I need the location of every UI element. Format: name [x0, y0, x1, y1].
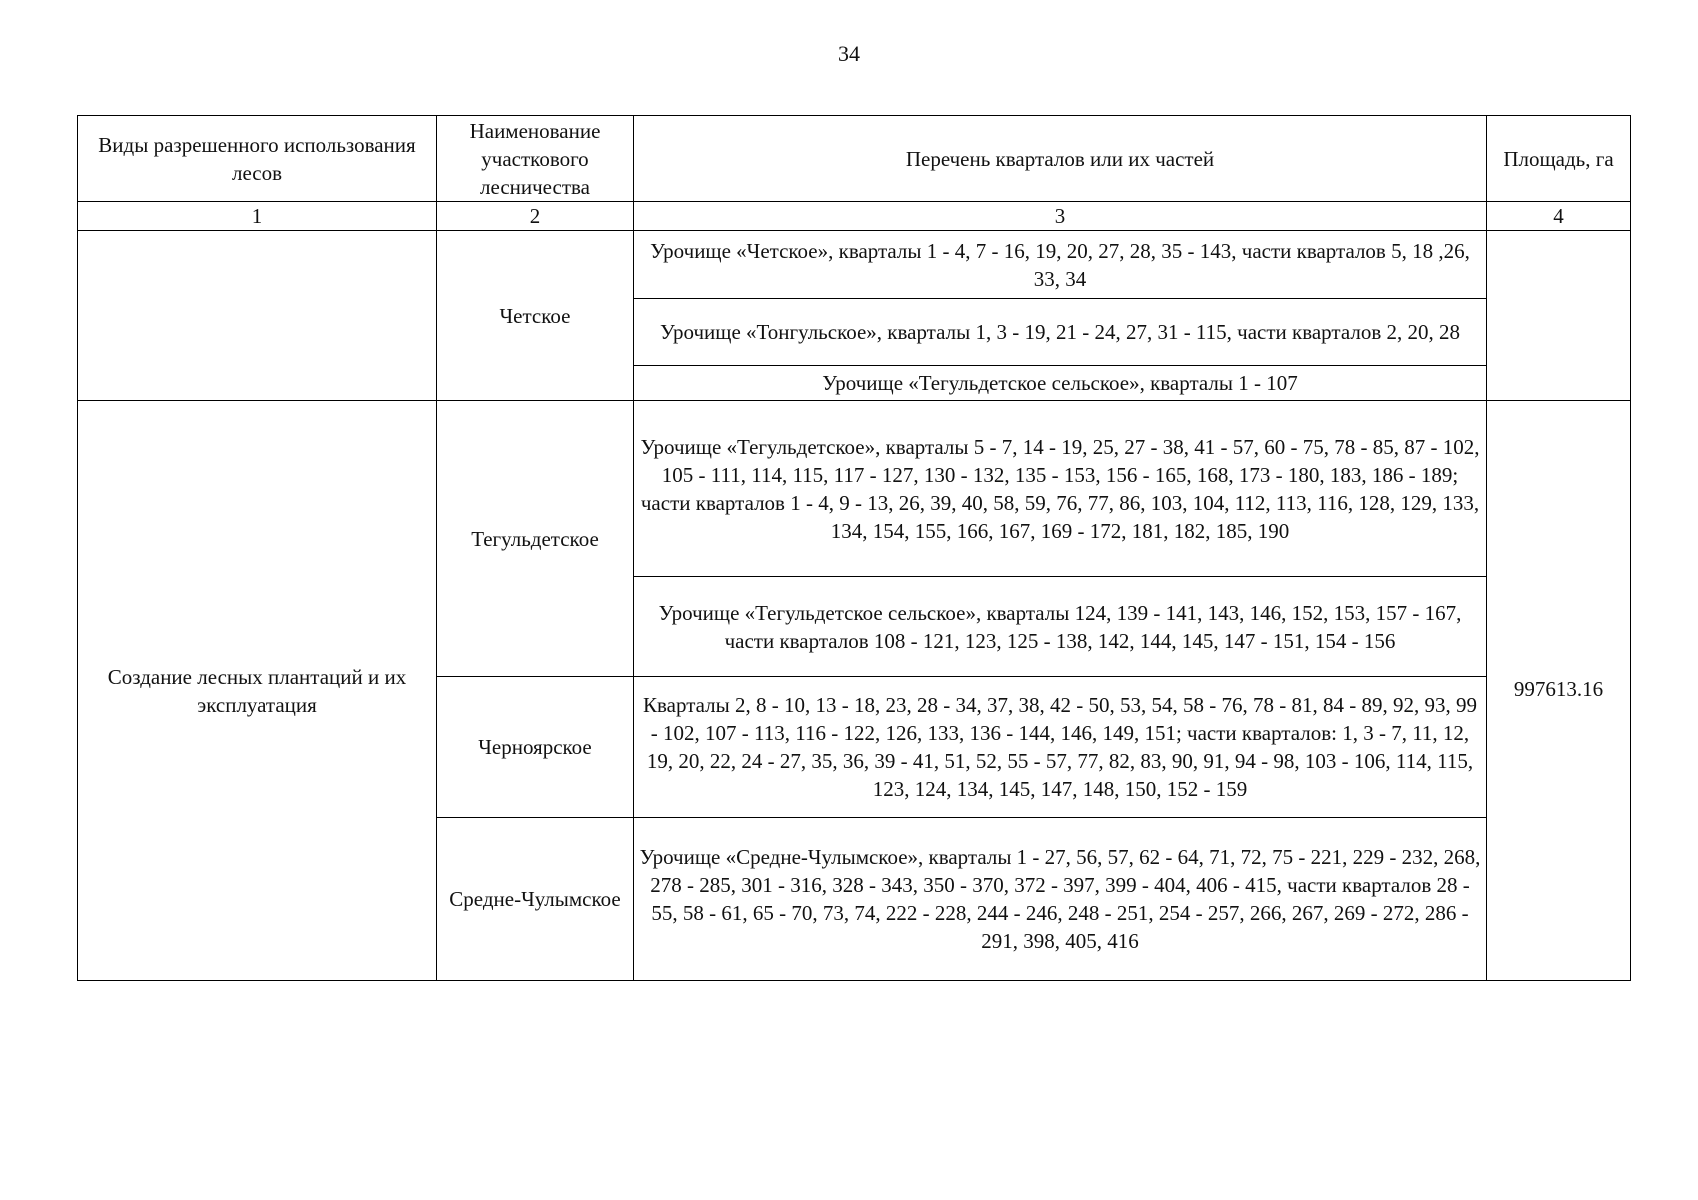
quarters-cell: Урочище «Тегульдетское сельское», кварталы 1 - 107 — [634, 366, 1487, 401]
column-header-area: Площадь, га — [1487, 116, 1631, 202]
page-number: 34 — [838, 41, 860, 66]
forest-use-table — [77, 115, 1631, 981]
forestry-name-cell: Четское — [437, 231, 634, 401]
column-number: 3 — [634, 202, 1487, 231]
table-header-row — [78, 116, 1631, 202]
area-cell — [1487, 231, 1631, 401]
table-row — [78, 401, 1631, 577]
quarters-cell: Урочище «Тегульдетское», кварталы 5 - 7, 14 - 19, 25, 27 - 38, 41 - 57, 60 - 75, 78 - 85, 87 - 102, 105 - 111, 114, 115, 117 - 127, 130 - 132, 135 - 153, 156 - 165, 168, 173 - 180, 183, 186 - 189; части кварталов 1 - 4, 9 - 13, 26, 39, 40, 58, 59, 76, 77, 86, 103, 104, 112, 113, 116, 128, 129, 133, 134, 154, 155, 166, 167, 169 - 172, 181, 182, 185, 190 — [634, 401, 1487, 577]
area-cell — [1487, 401, 1631, 981]
quarters-cell: Урочище «Тегульдетское сельское», кварталы 124, 139 - 141, 143, 146, 152, 153, 157 - 167, части кварталов 108 - 121, 123, 125 - 138, 142, 144, 145, 147 - 151, 154 - 156 — [634, 577, 1487, 677]
column-header-quarters: Перечень кварталов или их частей — [634, 116, 1487, 202]
quarters-cell: Урочище «Тонгульское», кварталы 1, 3 - 19, 21 - 24, 27, 31 - 115, части кварталов 2, 20, 28 — [634, 299, 1487, 366]
column-number-row — [78, 202, 1631, 231]
quarters-cell: Урочище «Средне-Чулымское», кварталы 1 - 27, 56, 57, 62 - 64, 71, 72, 75 - 221, 229 - 232, 268, 278 - 285, 301 - 316, 328 - 343, 350 - 370, 372 - 397, 399 - 404, 406 - 415, части кварталов 28 - 55, 58 - 61, 65 - 70, 73, 74, 222 - 228, 244 - 246, 248 - 251, 254 - 257, 266, 267, 269 - 272, 286 - 291, 398, 405, 416 — [634, 818, 1487, 981]
use-type-cell — [78, 231, 437, 401]
area-value: 997613.16 — [1513, 676, 1604, 701]
quarters-cell: Урочище «Четское», кварталы 1 - 4, 7 - 16, 19, 20, 27, 28, 35 - 143, части кварталов 5, 18 ,26, 33, 34 — [634, 231, 1487, 299]
table-row — [78, 231, 1631, 299]
forestry-name-cell: Тегульдетское — [437, 401, 634, 677]
column-number: 4 — [1487, 202, 1631, 231]
column-number: 1 — [78, 202, 437, 231]
use-type-cell: Создание лесных плантаций и их эксплуатация — [78, 401, 437, 981]
column-header-forestry: Наименование участкового лесничества — [437, 116, 634, 202]
column-header-use-type: Виды разрешенного использования лесов — [78, 116, 437, 202]
forestry-name-cell: Средне-Чулымское — [437, 818, 634, 981]
quarters-cell: Кварталы 2, 8 - 10, 13 - 18, 23, 28 - 34, 37, 38, 42 - 50, 53, 54, 58 - 76, 78 - 81, 84 - 89, 92, 93, 99 - 102, 107 - 113, 116 - 122, 126, 133, 136 - 144, 146, 149, 151; части кварталов: 1, 3 - 7, 11, 12, 19, 20, 22, 24 - 27, 35, 36, 39 - 41, 51, 52, 55 - 57, 77, 82, 83, 90, 91, 94 - 98, 103 - 106, 114, 115, 123, 124, 134, 145, 147, 148, 150, 152 - 159 — [634, 677, 1487, 818]
forestry-name-cell: Черноярское — [437, 677, 634, 818]
column-number: 2 — [437, 202, 634, 231]
